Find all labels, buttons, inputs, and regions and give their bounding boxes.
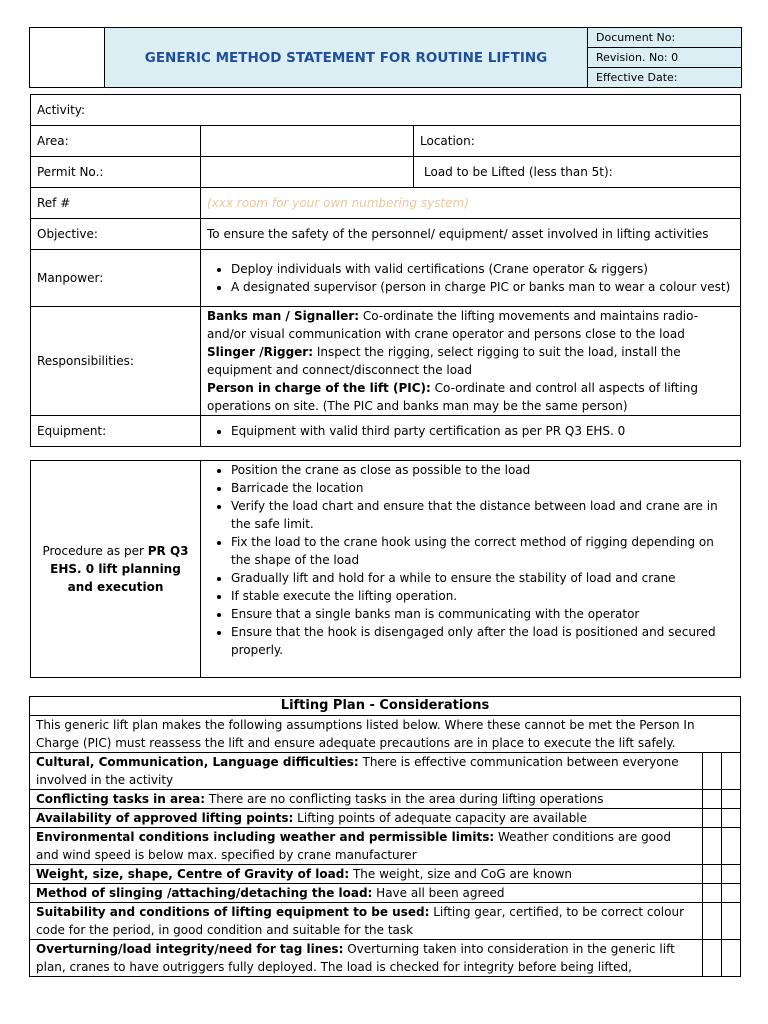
location-label: Location: [414, 126, 741, 157]
activity-label: Activity: [31, 95, 741, 126]
document-title: GENERIC METHOD STATEMENT FOR ROUTINE LIFTING [105, 28, 588, 88]
document-header [29, 27, 742, 88]
equipment-item: • Equipment with valid third party certification as per PR Q3 EHS. 0 [231, 422, 734, 440]
plan-item-checkbox[interactable] [722, 828, 741, 865]
plan-item: Cultural, Communication, Language difficulties: There is effective communication between everyone involved in the activity [30, 753, 703, 790]
procedure-steps [207, 461, 734, 659]
equipment-list-cell [201, 416, 741, 447]
plan-item: Conflicting tasks in area: There are no conflicting tasks in the area during lifting operations [30, 790, 703, 809]
manpower-item: • Deploy individuals with valid certifications (Crane operator & riggers) [231, 260, 734, 278]
procedure-label: Procedure as per PR Q3 EHS. 0 lift planning and execution [31, 461, 201, 678]
procedure-step: • Ensure that the hook is disengaged only after the load is positioned and secured properly. [231, 623, 734, 659]
plan-item: Method of slinging /attaching/detaching the load: Have all been agreed [30, 884, 703, 903]
plan-item-checkbox[interactable] [722, 865, 741, 884]
plan-item-checkbox[interactable] [703, 884, 722, 903]
plan-item-checkbox[interactable] [703, 903, 722, 940]
manpower-list [207, 260, 734, 296]
plan-item-checkbox[interactable] [722, 753, 741, 790]
plan-item-checkbox[interactable] [703, 809, 722, 828]
ref-placeholder[interactable]: (xxx room for your own numbering system) [201, 188, 741, 219]
area-label: Area: [31, 126, 201, 157]
procedure-steps-cell [201, 461, 741, 678]
activity-info-table [30, 94, 741, 447]
objective-label: Objective: [31, 219, 201, 250]
effective-date: Effective Date: [588, 68, 742, 88]
plan-item-checkbox[interactable] [722, 903, 741, 940]
permit-label: Permit No.: [31, 157, 201, 188]
plan-item-checkbox[interactable] [703, 790, 722, 809]
procedure-step: • Position the crane as close as possible to the load [231, 461, 734, 479]
logo-placeholder [30, 28, 105, 88]
ref-label: Ref # [31, 188, 201, 219]
equipment-label: Equipment: [31, 416, 201, 447]
manpower-list-cell [201, 250, 741, 307]
plan-item-checkbox[interactable] [722, 884, 741, 903]
responsibility-pic: Person in charge of the lift (PIC): Co-ordinate and control all aspects of lifting operations on site. (The PIC and banks man may be the same person) [207, 381, 698, 413]
responsibility-slinger: Slinger /Rigger: Inspect the rigging, select rigging to suit the load, install the equipment and connect/disconnect the load [207, 345, 681, 377]
manpower-item: • A designated supervisor (person in charge PIC or banks man to wear a colour vest) [231, 278, 734, 296]
procedure-step: • If stable execute the lifting operation. [231, 587, 734, 605]
manpower-label: Manpower: [31, 250, 201, 307]
procedure-step: • Barricade the location [231, 479, 734, 497]
plan-item-checkbox[interactable] [722, 809, 741, 828]
plan-item-checkbox[interactable] [703, 940, 722, 977]
lifting-plan-table [29, 696, 741, 977]
responsibilities-label: Responsibilities: [31, 307, 201, 416]
equipment-list [207, 422, 734, 440]
permit-value[interactable] [201, 157, 414, 188]
plan-item-checkbox[interactable] [722, 790, 741, 809]
revision-no: Revision. No: 0 [588, 48, 742, 68]
plan-item: Overturning/load integrity/need for tag lines: Overturning taken into consideration in the generic lift plan, cranes to have outriggers fully deployed. The load is checked for integrity before being lifted, [30, 940, 703, 977]
plan-item: Environmental conditions including weather and permissible limits: Weather conditions are good and wind speed is below max. specified by crane manufacturer [30, 828, 703, 865]
plan-item-checkbox[interactable] [703, 753, 722, 790]
plan-item: Weight, size, shape, Centre of Gravity of load: The weight, size and CoG are known [30, 865, 703, 884]
objective-text: To ensure the safety of the personnel/ equipment/ asset involved in lifting activities [201, 219, 741, 250]
lifting-plan-intro: This generic lift plan makes the following assumptions listed below. Where these cannot be met the Person In Charge (PIC) must reassess the lift and ensure adequate precautions are in place to execute the lift safely. [30, 716, 741, 753]
procedure-step: • Gradually lift and hold for a while to ensure the stability of load and crane [231, 569, 734, 587]
plan-item: Availability of approved lifting points: Lifting points of adequate capacity are available [30, 809, 703, 828]
responsibilities-cell [201, 307, 741, 416]
procedure-step: • Ensure that a single banks man is communicating with the operator [231, 605, 734, 623]
plan-item-checkbox[interactable] [703, 828, 722, 865]
plan-item-checkbox[interactable] [703, 865, 722, 884]
load-label: Load to be Lifted (less than 5t): [414, 157, 741, 188]
responsibility-banksman: Banks man / Signaller: Co-ordinate the lifting movements and maintains radio-and/or visual communication with crane operator and persons close to the load [207, 309, 699, 341]
procedure-step: • Verify the load chart and ensure that the distance between load and crane are in the safe limit. [231, 497, 734, 533]
plan-item-checkbox[interactable] [722, 940, 741, 977]
area-value[interactable] [201, 126, 414, 157]
procedure-table [30, 460, 741, 678]
procedure-step: • Fix the load to the crane hook using the correct method of rigging depending on the shape of the load [231, 533, 734, 569]
document-no: Document No: [588, 28, 742, 48]
lifting-plan-title: Lifting Plan - Considerations [30, 697, 741, 716]
plan-item: Suitability and conditions of lifting equipment to be used: Lifting gear, certified, to be correct colour code for the period, in good condition and suitable for the task [30, 903, 703, 940]
